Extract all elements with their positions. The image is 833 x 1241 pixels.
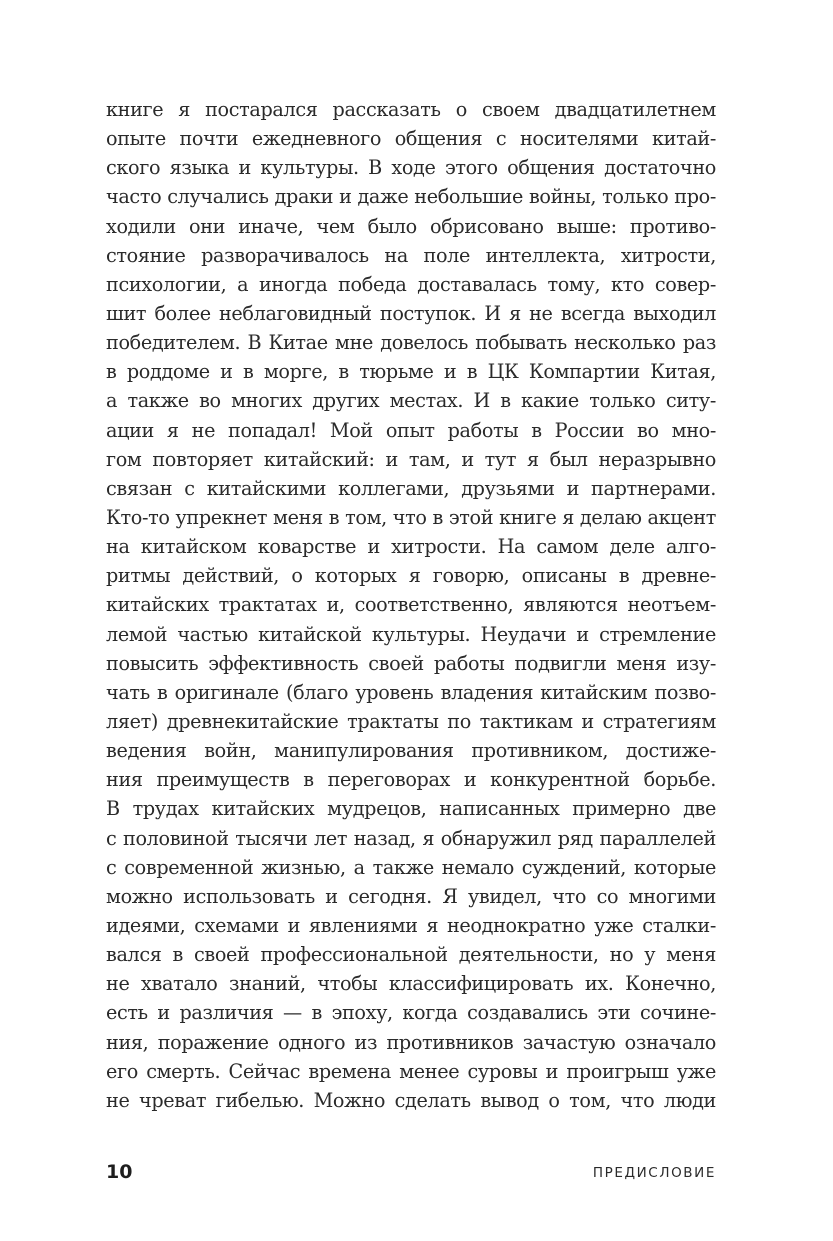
text-line: психологии, а иногда победа доставалась тому, кто совер- [106,272,716,296]
text-line: с половиной тысячи лет назад, я обнаружил ряд параллелей [106,826,716,850]
text-line: повысить эффективность своей работы подвигли меня изу- [106,651,716,675]
text-line: шит более неблаговидный поступок. И я не всегда выходил [106,301,716,325]
text-line: а также во многих других местах. И в какие только ситу- [106,389,716,413]
text-line: ритмы действий, о которых я говорю, описаны в древне- [106,564,716,588]
body-text [106,95,716,1115]
text-line: не хватало знаний, чтобы классифицировать их. Конечно, [106,972,716,996]
text-line: не чреват гибелью. Можно сделать вывод о том, что люди [106,1088,716,1112]
text-line: связан с китайскими коллегами, друзьями и партнерами. [106,476,716,500]
text-line: его смерть. Сейчас времена менее суровы и проигрыш уже [106,1059,716,1083]
text-line: В трудах китайских мудрецов, написанных примерно две [106,797,716,821]
text-line: Кто-то упрекнет меня в том, что в этой книге я делаю акцент [106,505,716,529]
text-line: ляет) древнекитайские трактаты по тактикам и стратегиям [106,709,716,733]
text-line: идеями, схемами и явлениями я неоднократно уже сталки- [106,913,716,937]
text-line: с современной жизнью, а также немало суждений, которые [106,855,716,879]
text-line: ации я не попадал! Мой опыт работы в России во мно- [106,418,716,442]
text-line: можно использовать и сегодня. Я увидел, что со многими [106,884,716,908]
text-line: часто случались драки и даже небольшие войны, только про- [106,185,716,209]
page-number: 10 [106,1161,133,1183]
text-line: стояние разворачивалось на поле интеллекта, хитрости, [106,243,716,267]
text-line: ния преимуществ в переговорах и конкурентной борьбе. [106,768,716,792]
text-line: ния, поражение одного из противников зачастую означало [106,1030,716,1054]
text-line: гом повторяет китайский: и там, и тут я был неразрывно [106,447,716,471]
text-line: китайских трактатах и, соответственно, являются неотъем- [106,593,716,617]
text-line: ведения войн, манипулирования противником, достиже- [106,739,716,763]
text-line: книге я постарался рассказать о своем двадцатилетнем [106,98,716,121]
page-footer [106,1158,716,1186]
text-line: победителем. В Китае мне довелось побывать несколько раз [106,331,716,355]
text-line: вался в своей профессиональной деятельности, но у меня [106,943,716,967]
text-line: лемой частью китайской культуры. Неудачи и стремление [106,622,716,646]
text-line: ходили они иначе, чем было обрисовано выше: противо- [106,214,716,238]
text-line: чать в оригинале (благо уровень владения китайским позво- [106,680,716,704]
text-line: на китайском коварстве и хитрости. На самом деле алго- [106,535,716,559]
text-line: ского языка и культуры. В ходе этого общения достаточно [106,156,716,180]
text-line: в роддоме и в морге, в тюрьме и в ЦК Компартии Китая, [106,360,716,384]
text-line: опыте почти ежедневного общения с носителями китай- [106,127,716,151]
text-line: есть и различия — в эпоху, когда создавались эти сочине- [106,1001,716,1025]
running-head: ПРЕДИСЛОВИЕ [592,1165,716,1181]
